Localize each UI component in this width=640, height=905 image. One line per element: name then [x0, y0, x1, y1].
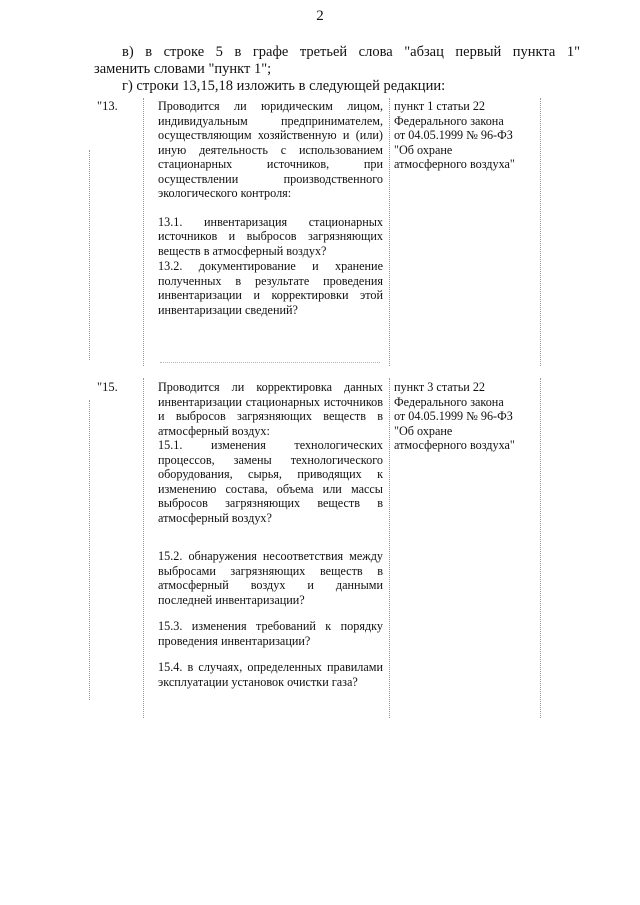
page-number: 2	[316, 8, 324, 24]
amendment-item-v: в) в строке 5 в графе третьей слова "абзац первый пункта 1"	[122, 44, 580, 60]
col-divider-right	[540, 98, 541, 366]
col-divider-middle	[389, 98, 390, 366]
col-divider-left-2	[143, 378, 144, 718]
row-13-sub1: 13.1. инвентаризация стационарных источников и выбросов загрязняющих веществ в атмосферный воздух?	[158, 214, 383, 258]
row-15-sub1: 15.1. изменения технологических процессов, замены технологического оборудования, сырья, приводящих к изменению состава, объема или массы выбросов загрязняющих веществ в атмосферный воздух?	[158, 438, 383, 525]
row-13-sub2: 13.2. документирование и хранение полученных в результате проведения инвентаризации и корректировки этой инвентаризации сведений?	[158, 259, 383, 317]
row-divider	[160, 362, 380, 363]
row-15-question	[158, 380, 383, 689]
col-divider-far-left-2	[89, 400, 90, 700]
row-15-number: "15.	[97, 380, 118, 394]
row-13-number: "13.	[97, 99, 118, 113]
col-divider-right-2	[540, 378, 541, 718]
row-13-reference: пункт 1 статьи 22 Федерального закона от 04.05.1999 № 96-ФЗ "Об охране атмосферного воздуха"	[394, 99, 515, 171]
row-15-sub3: 15.3. изменения требований к порядку проведения инвентаризации?	[158, 619, 383, 648]
amendment-item-g: г) строки 13,15,18 изложить в следующей редакции:	[122, 78, 446, 94]
col-divider-middle-2	[389, 378, 390, 718]
amendment-item-v-continued: заменить словами "пункт 1";	[94, 61, 272, 77]
row-15-sub4: 15.4. в случаях, определенных правилами эксплуатации установок очистки газа?	[158, 660, 383, 689]
col-divider-left	[143, 98, 144, 366]
row-13-question-text: Проводится ли юридическим лицом, индивидуальным предпринимателем, осуществляющим хозяйственную и (или) иную деятельность с использованием стационарных источников, при осуществлении производственного экологического контроля:	[158, 99, 383, 200]
col-divider-far-left	[89, 150, 90, 360]
row-15-question-text: Проводится ли корректировка данных инвентаризации стационарных источников и выбросов загрязняющих веществ в атмосферный воздух:	[158, 380, 383, 438]
row-15-sub2: 15.2. обнаружения несоответствия между выбросами загрязняющих веществ в атмосферный воздух и данными последней инвентаризации?	[158, 549, 383, 607]
row-15-reference: пункт 3 статьи 22 Федерального закона от 04.05.1999 № 96-ФЗ "Об охране атмосферного воздуха"	[394, 380, 515, 452]
row-13-question	[158, 99, 383, 317]
